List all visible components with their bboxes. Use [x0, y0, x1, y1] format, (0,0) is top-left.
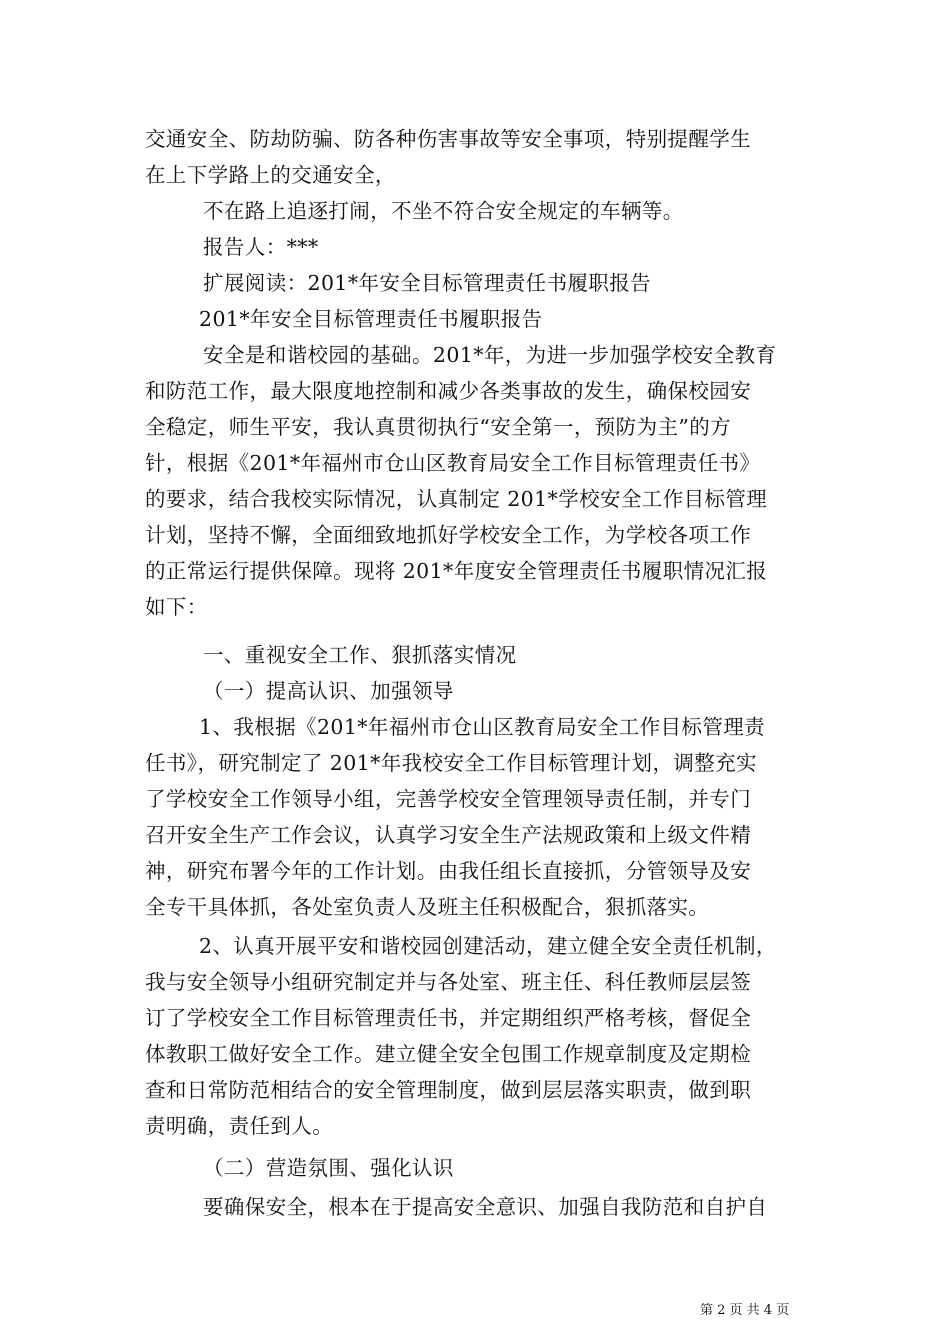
body-text-line: 的要求，结合我校实际情况，认真制定 201*学校安全工作目标管理 — [145, 487, 768, 511]
body-text-line: 要确保安全，根本在于提高安全意识、加强自我防范和自护自 — [203, 1195, 768, 1219]
body-text-line: 神，研究布署今年的工作计划。由我任组长直接抓，分管领导及安 — [145, 859, 752, 883]
body-text-line: 交通安全、防劫防骗、防各种伤害事故等安全事项，特别提醒学生 — [145, 127, 752, 151]
body-text-line: 召开安全生产工作会议，认真学习安全生产法规政策和上级文件精 — [145, 823, 752, 847]
body-text-line: 的正常运行提供保障。现将 201*年度安全管理责任书履职情况汇报 — [145, 559, 768, 583]
body-text-line: 2、认真开展平安和谐校园创建活动，建立健全安全责任机制， — [199, 934, 777, 958]
body-text-line: 和防范工作，最大限度地控制和减少各类事故的发生，确保校园安 — [145, 379, 752, 403]
body-text-line: 如下： — [145, 595, 208, 619]
body-text-line: 任书》，研究制定了 201*年我校安全工作目标管理计划，调整充实 — [145, 751, 757, 775]
body-text-line: 全稳定，师生平安，我认真贯彻执行“安全第一，预防为主”的方 — [145, 415, 732, 439]
heading-level-2: （一）提高认识、加强领导 — [203, 679, 454, 703]
body-text-line: 不在路上追逐打闹，不坐不符合安全规定的车辆等。 — [203, 199, 684, 223]
body-text-line: 订了学校安全工作目标管理责任书，并定期组织严格考核，督促全 — [145, 1006, 752, 1030]
page-indicator: 第 2 页 共 4 页 — [700, 1303, 790, 1318]
heading-level-2: （二）营造氛围、强化认识 — [203, 1156, 454, 1180]
body-text-line: 安全是和谐校园的基础。201*年，为进一步加强学校安全教育 — [203, 343, 777, 367]
body-text-line: 计划，坚持不懈，全面细致地抓好学校安全工作，为学校各项工作 — [145, 523, 752, 547]
body-text-line: 了学校安全工作领导小组，完善学校安全管理领导责任制，并专门 — [145, 787, 752, 811]
extended-reading-line: 扩展阅读：201*年安全目标管理责任书履职报告 — [203, 271, 652, 295]
heading-level-1: 一、重视安全工作、狠抓落实情况 — [203, 643, 517, 667]
body-text-line: 责明确，责任到人。 — [145, 1114, 334, 1138]
body-text-line: 查和日常防范相结合的安全管理制度，做到层层落实职责，做到职 — [145, 1078, 752, 1102]
reporter-line: 报告人：*** — [203, 235, 319, 259]
body-text-line: 在上下学路上的交通安全， — [145, 163, 396, 187]
body-text-line: 针，根据《201*年福州市仓山区教育局安全工作目标管理责任书》 — [145, 451, 761, 475]
body-text-line: 体教职工做好安全工作。建立健全安全包围工作规章制度及定期检 — [145, 1042, 752, 1066]
section-title: 201*年安全目标管理责任书履职报告 — [199, 307, 543, 331]
body-text-line: 我与安全领导小组研究制定并与各处室、班主任、科任教师层层签 — [145, 970, 752, 994]
body-text-line: 全专干具体抓，各处室负责人及班主任积极配合，狠抓落实。 — [145, 895, 710, 919]
body-text-line: 1、我根据《201*年福州市仓山区教育局安全工作目标管理责 — [199, 715, 766, 739]
